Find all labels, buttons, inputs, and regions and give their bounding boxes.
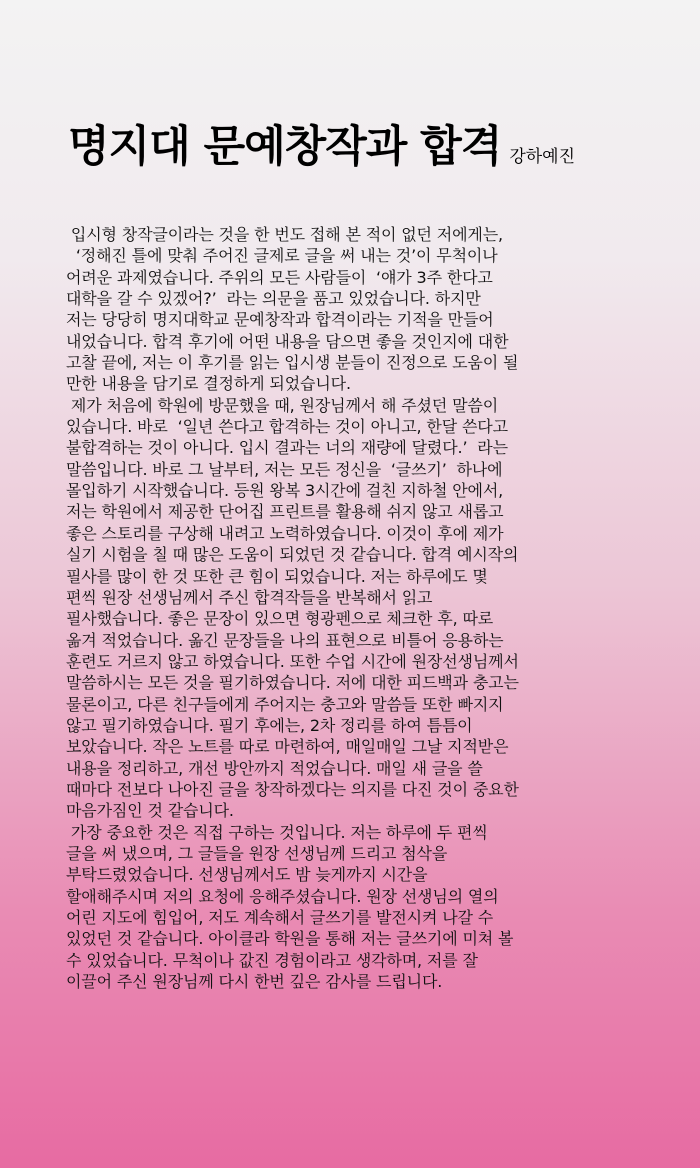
text-line: 고찰 끝에, 저는 이 후기를 읽는 입시생 분들이 진정으로 도움이 될 — [66, 353, 519, 373]
text-line: 필사를 많이 한 것 또한 큰 힘이 되었습니다. 저는 하루에도 몇 — [66, 566, 488, 586]
text-line: 몰입하기 시작했습니다. 등원 왕복 3시간에 걸친 지하철 안에서, — [66, 481, 504, 501]
text-line: 편씩 원장 선생님께서 주신 합격작들을 반복해서 읽고 — [66, 587, 433, 607]
body-text — [66, 224, 696, 992]
text-line: 수 있었습니다. 무척이나 값진 경험이라고 생각하며, 저를 잘 — [66, 950, 478, 970]
text-line: 있습니다. 바로 ‘일년 쓴다고 합격하는 것이 아니고, 한달 쓴다고 — [66, 417, 508, 437]
text-line: 때마다 전보다 나아진 글을 창작하겠다는 의지를 다진 것이 중요한 — [66, 779, 519, 799]
text-line: 말씀하시는 모든 것을 필기하였습니다. 저에 대한 피드백과 충고는 — [66, 673, 519, 693]
text-line: 않고 필기하였습니다. 필기 후에는, 2차 정리를 하여 틈틈이 — [66, 715, 473, 735]
text-line: 보았습니다. 작은 노트를 따로 마련하여, 매일매일 그날 지적받은 — [66, 737, 509, 757]
text-line: 옮겨 적었습니다. 옮긴 문장들을 나의 표현으로 비틀어 응용하는 — [66, 630, 504, 650]
text-line: 글을 써 냈으며, 그 글들을 원장 선생님께 드리고 첨삭을 — [66, 843, 448, 863]
text-line: 제가 처음에 학원에 방문했을 때, 원장님께서 해 주셨던 말씀이 — [66, 395, 499, 415]
text-line: 이끌어 주신 원장님께 다시 한번 깊은 감사를 드립니다. — [66, 972, 443, 992]
text-line: 저는 당당히 명지대학교 문예창작과 합격이라는 기적을 만들어 — [66, 310, 494, 330]
text-line: 좋은 스토리를 구상해 내려고 노력하였습니다. 이것이 후에 제가 — [66, 523, 504, 543]
text-line: 내용을 정리하고, 개선 방안까지 적었습니다. 매일 새 글을 쓸 — [66, 758, 483, 778]
text-line: 실기 시험을 칠 때 많은 도움이 되었던 것 같습니다. 합격 예시작의 — [66, 545, 519, 565]
text-line: 불합격하는 것이 아니다. 입시 결과는 너의 재량에 달렸다.’ 라는 — [66, 438, 508, 458]
text-line: 물론이고, 다른 친구들에게 주어지는 충고와 말씀들 또한 빠지지 — [66, 694, 504, 714]
text-line: 어린 지도에 힘입어, 저도 계속해서 글쓰기를 발전시켜 나갈 수 — [66, 908, 494, 927]
text-line: ‘정해진 틀에 맞춰 주어진 글제로 글을 써 내는 것’이 무척이나 — [66, 246, 498, 266]
text-line: 마음가짐인 것 같습니다. — [66, 801, 234, 821]
text-line: 입시형 창작글이라는 것을 한 번도 접해 본 적이 없던 저에게는, — [66, 225, 503, 244]
text-line: 내었습니다. 합격 후기에 어떤 내용을 담으면 좋을 것인지에 대한 — [66, 331, 509, 351]
author-name: 강하예진 — [509, 147, 576, 167]
text-line: 부탁드렸었습니다. 선생님께서도 밤 늦게까지 시간을 — [66, 865, 428, 885]
text-line: 필사했습니다. 좋은 문장이 있으면 형광펜으로 체크한 후, 따로 — [66, 609, 494, 629]
text-line: 저는 학원에서 제공한 단어집 프린트를 활용해 쉬지 않고 새롭고 — [66, 502, 504, 522]
title-row — [68, 122, 576, 172]
text-line: 대학을 갈 수 있겠어?’ 라는 의문을 품고 있었습니다. 하지만 — [66, 289, 481, 309]
text-line: 있었던 것 같습니다. 아이클라 학원을 통해 저는 글쓰기에 미쳐 볼 — [66, 929, 514, 949]
text-line: 어려운 과제였습니다. 주위의 모든 사람들이 ‘얘가 3주 한다고 — [66, 267, 493, 287]
page-title: 명지대 문예창작과 합격 — [68, 122, 502, 172]
text-line: 할애해주시며 저의 요청에 응해주셨습니다. 원장 선생님의 열의 — [66, 886, 499, 906]
text-line: 말씀입니다. 바로 그 날부터, 저는 모든 정신을 ‘글쓰기’ 하나에 — [66, 459, 503, 479]
text-line: 가장 중요한 것은 직접 구하는 것입니다. 저는 하루에 두 편씩 — [66, 822, 488, 842]
text-line: 훈련도 거르지 않고 하였습니다. 또한 수업 시간에 원장선생님께서 — [66, 651, 519, 671]
text-line: 만한 내용을 담기로 결정하게 되었습니다. — [66, 374, 351, 394]
